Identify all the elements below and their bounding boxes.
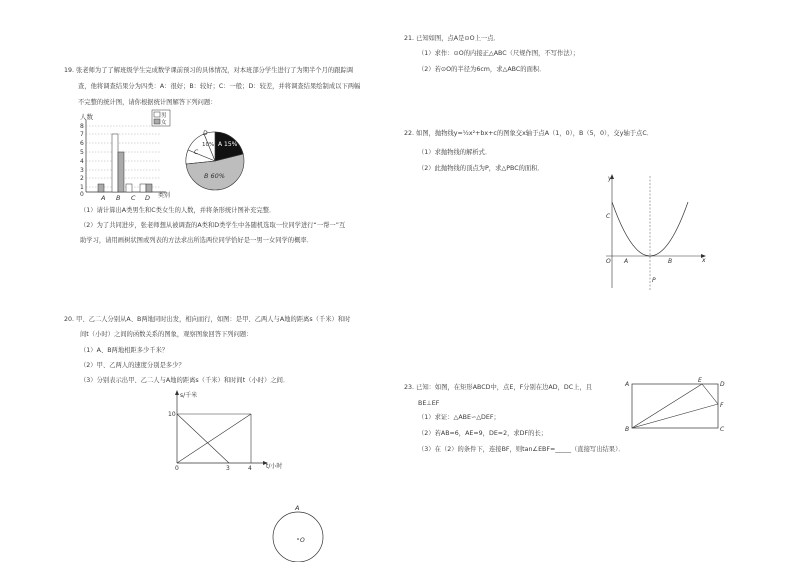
xcat-d: D (145, 194, 151, 202)
pie-label-b: B 60% (204, 172, 225, 180)
bar-d-male (140, 184, 146, 192)
ytick-0: 0 (80, 191, 84, 198)
legend-female: 女 (161, 120, 167, 126)
ytick-6: 6 (80, 140, 84, 147)
fig-d: D (720, 381, 725, 388)
parabola-x: x (702, 257, 706, 264)
line-jia (177, 414, 251, 463)
fig-a: A (625, 381, 630, 388)
circle-point-o: O (300, 537, 305, 544)
q21-line1: 21. 已知如图，点A是⊙O上一点． (404, 35, 500, 42)
bar-chart (70, 108, 180, 204)
q20-sub2: （2）甲、乙两人的速度分别是多少？ (80, 362, 185, 369)
ytick-2: 2 (80, 175, 84, 182)
ytick-8: 8 (80, 123, 84, 130)
seg-ef (702, 384, 718, 404)
graph-x4: 4 (248, 465, 252, 472)
parabola-b: B (668, 258, 673, 265)
bar-chart-ylabel: 人数 (80, 113, 93, 121)
q19-sub2a: （2）为了共同进步，张老师想从被调查的A类和D类学生中各随机选取一位同学进行“一帮一”互 (80, 222, 346, 229)
ytick-3: 3 (80, 167, 84, 174)
q22-sub2: （2）此抛物线的顶点为P，求△PBC的面积． (418, 165, 544, 172)
parabola-y: y (608, 175, 612, 182)
ytick-7: 7 (80, 131, 84, 138)
distance-time-graph (162, 388, 292, 472)
rectangle-figure (622, 376, 732, 434)
q19-line1: 19. 张老师为了了解班级学生完成数学课前预习的具体情况，对本班部分学生进行了为期半个月的跟踪调 (64, 67, 354, 74)
graph-xlabel: t/小时 (266, 463, 283, 470)
fig-e: E (698, 377, 702, 384)
pie-chart (180, 126, 250, 196)
q20-line1: 20. 甲、乙二人分别从A、B两地同时出发，相向而行，如图：是甲、乙两人与A地的距离s（千米）和时 (64, 316, 351, 323)
q23-line1: 23. 已知：如图，在矩形ABCD中，点E，F分别在边AD，DC上，且 (404, 384, 593, 391)
fig-b: B (625, 426, 630, 433)
q21-sub2: （2）若⊙O的半径为6cm，求△ABC的面积． (418, 66, 546, 73)
q20-line2: 间t（小时）之间的函数关系的图象，观察图象回答下列问题： (80, 331, 253, 338)
parabola-graph (602, 170, 712, 292)
q19-line3: 不完整的统计图，请你根据统计图解答下列问题： (78, 99, 217, 106)
ytick-4: 4 (80, 158, 84, 165)
bar-chart-legend (152, 110, 170, 126)
parabola-a: A (624, 258, 629, 265)
q19-sub2b: 助学习，请用画树状图或列表的方法求出所选两位同学恰好是一男一女同学的概率． (80, 237, 313, 244)
q19-sub1: （1）请计算出A类男生和C类女生的人数，并将条形统计图补充完整． (80, 207, 276, 214)
graph-x3: 3 (226, 465, 230, 472)
xcat-a: A (101, 194, 106, 202)
pie-label-a: A 15% (218, 141, 238, 148)
q20-sub3: （3）分别表示出甲、乙二人与A地的距离s（千米）和时间t（小时）之间． (80, 377, 290, 384)
q23-sub2: （2）若AB=6，AE=9，DE=2，求DF的长； (418, 430, 548, 437)
ytick-1: 1 (80, 184, 84, 191)
fig-c: C (720, 426, 725, 433)
circle-figure (268, 502, 328, 562)
q23-sub3: （3）在（2）的条件下，连接BF，则tan∠EBF=_____（直接写出结果）． (418, 446, 625, 453)
q20-sub1: （1）A、B两地相距多少千米？ (80, 347, 169, 354)
q23-sub1: （1）求证：△ABE∽△DEF； (418, 414, 500, 421)
bar-d-female (146, 184, 152, 192)
circle-point-a: A (295, 504, 300, 512)
q21-sub1: （1）求作：⊙O的内接正△ABC（尺规作图，不写作法）； (418, 50, 580, 57)
legend-male: 男 (161, 113, 167, 119)
parabola-o: O (606, 258, 611, 265)
bar-b-female (118, 152, 124, 192)
xcat-c: C (131, 194, 136, 202)
seg-bf (632, 404, 718, 428)
bar-chart-xlabel: 类别 (158, 192, 171, 199)
q22-line1: 22. 如图，抛物线y=½x²+bx+c的图象交x轴于点A（1，0），B（5，0），交y轴于点C． (404, 130, 654, 137)
line-yi (177, 414, 229, 463)
bar-a-female (98, 184, 104, 192)
parabola-p: P (652, 277, 656, 284)
xcat-b: B (116, 194, 121, 202)
ytick-5: 5 (80, 149, 84, 156)
fig-f: F (720, 402, 724, 409)
pie-label-d: D (203, 130, 208, 137)
q22-sub1: （1）求抛物线的解析式． (418, 149, 492, 156)
bar-b-male (112, 134, 118, 192)
q19-line2: 查，他将调查结果分为四类：A：很好；B：较好；C：一般；D：较差，并将调查结果绘制成以下两幅 (78, 83, 361, 90)
seg-be (632, 384, 702, 428)
bar-chart-yticks (80, 123, 84, 198)
pie-label-10: 10% (202, 142, 215, 148)
q23-line2: BE⊥EF (418, 400, 440, 407)
graph-origin: 0 (175, 465, 179, 472)
bar-c-male (126, 184, 132, 192)
graph-ylabel: s/千米 (180, 392, 198, 399)
parabola-c: C (606, 213, 611, 220)
pie-label-c: C (194, 149, 199, 156)
graph-y10: 10 (168, 411, 176, 418)
